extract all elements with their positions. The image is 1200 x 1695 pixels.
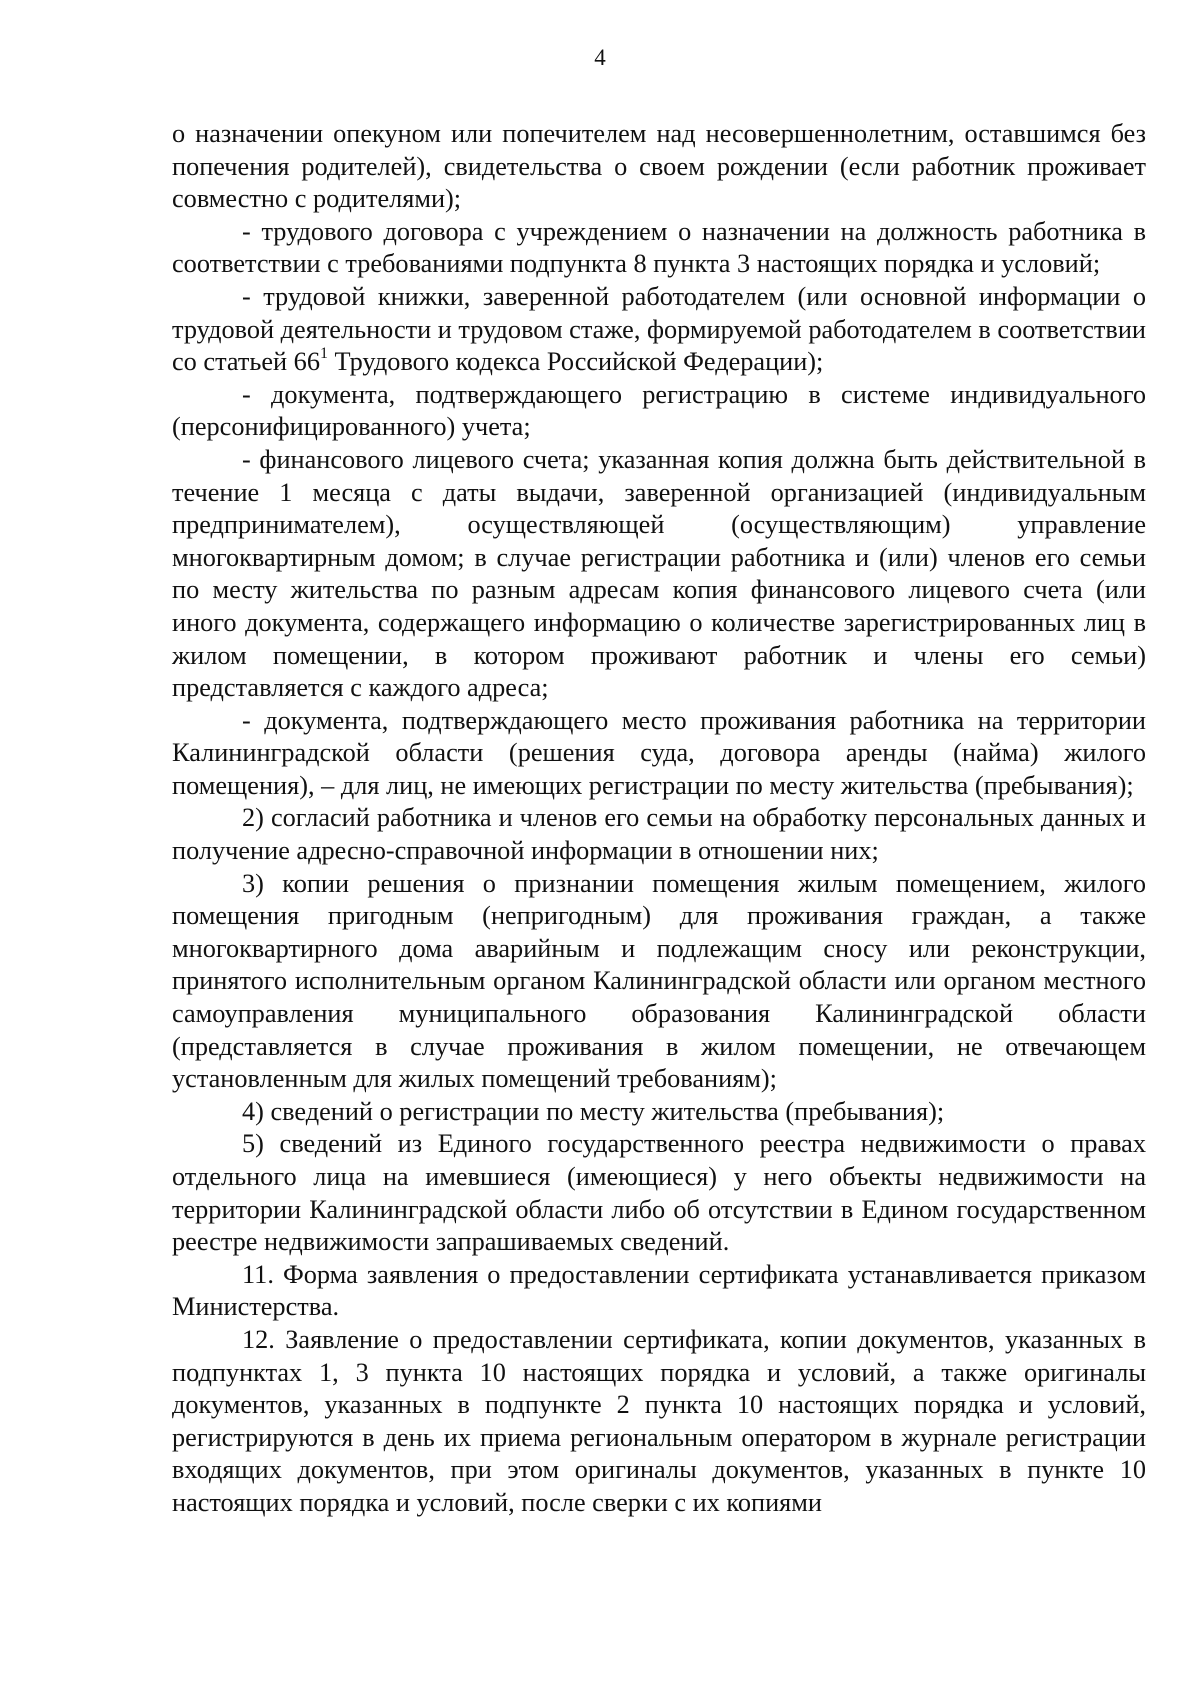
- paragraph-clause-11: 11. Форма заявления о предоставлении сертификата устанавливается приказом Министерства.: [172, 1259, 1146, 1322]
- paragraph-continuation: о назначении опекуном или попечителем над несовершеннолетним, оставшимся без попечения родителей), свидетельства о своем рождении (если работник проживает совместно с родителями);: [172, 119, 1146, 214]
- paragraph-item-2-consents: 2) согласий работника и членов его семьи на обработку персональных данных и получение адресно-справочной информации в отношении них;: [172, 803, 1146, 866]
- paragraph-work-book-text-after: Трудового кодекса Российской Федерации);: [327, 347, 824, 377]
- paragraph-work-book-text-before: - трудовой книжки, заверенной работодателем (или основной информации о трудовой деятельности и трудовом стаже, формируемой работодателем в соответствии со статьей 66: [172, 281, 1146, 377]
- paragraph-labor-contract: - трудового договора с учреждением о назначении на должность работника в соответствии с требованиями подпункта 8 пункта 3 настоящих порядка и условий;: [172, 216, 1146, 279]
- document-body: [172, 118, 1146, 1520]
- paragraph-item-4-registration: 4) сведений о регистрации по месту жительства (пребывания);: [242, 1096, 945, 1126]
- paragraph-work-book: [172, 281, 1146, 379]
- paragraph-residence-document: - документа, подтверждающего место проживания работника на территории Калининградской области (решения суда, договора аренды (найма) жилого помещения), – для лиц, не имеющих регистрации по месту жительства (пребывания);: [172, 705, 1146, 800]
- paragraph-item-3-decision: 3) копии решения о признании помещения жилым помещением, жилого помещения пригодным (непригодным) для проживания граждан, а также многоквартирного дома аварийным и подлежащим сносу или реконструкции, принятого исполнительным органом Калининградской области или органом местного самоуправления муниципального образования Калининградской области (представляется в случае проживания в жилом помещении, не отвечающем установленным для жилых помещений требованиям);: [172, 868, 1146, 1094]
- page-number: 4: [594, 45, 606, 70]
- paragraph-financial-account: - финансового лицевого счета; указанная копия должна быть действительной в течение 1 месяца с даты выдачи, заверенной организацией (индивидуальным предпринимателем), осуществляющей (осуществляющим) управление многоквартирным домом; в случае регистрации работника и (или) членов его семьи по месту жительства по разным адресам копия финансового лицевого счета (или иного документа, содержащего информацию о количестве зарегистрированных лиц в жилом помещении, в котором проживают работник и члены его семьи) представляется с каждого адреса;: [172, 444, 1146, 703]
- paragraph-registration-document: - документа, подтверждающего регистрацию в системе индивидуального (персонифицированного) учета;: [172, 379, 1146, 442]
- paragraph-clause-12: 12. Заявление о предоставлении сертификата, копии документов, указанных в подпунктах 1, 3 пункта 10 настоящих порядка и условий, а также оригиналы документов, указанных в подпункте 2 пункта 10 настоящих порядка и условий, регистрируются в день их приема региональным оператором в журнале регистрации входящих документов, при этом оригиналы документов, указанных в пункте 10 настоящих порядка и условий, после сверки с их копиями: [172, 1324, 1146, 1517]
- paragraph-item-5-real-estate: 5) сведений из Единого государственного реестра недвижимости о правах отдельного лица на имевшиеся (имеющиеся) у него объекты недвижимости на территории Калининградской области либо об отсутствии в Едином государственном реестре недвижимости запрашиваемых сведений.: [172, 1129, 1146, 1257]
- superscript-1: 1: [319, 345, 328, 363]
